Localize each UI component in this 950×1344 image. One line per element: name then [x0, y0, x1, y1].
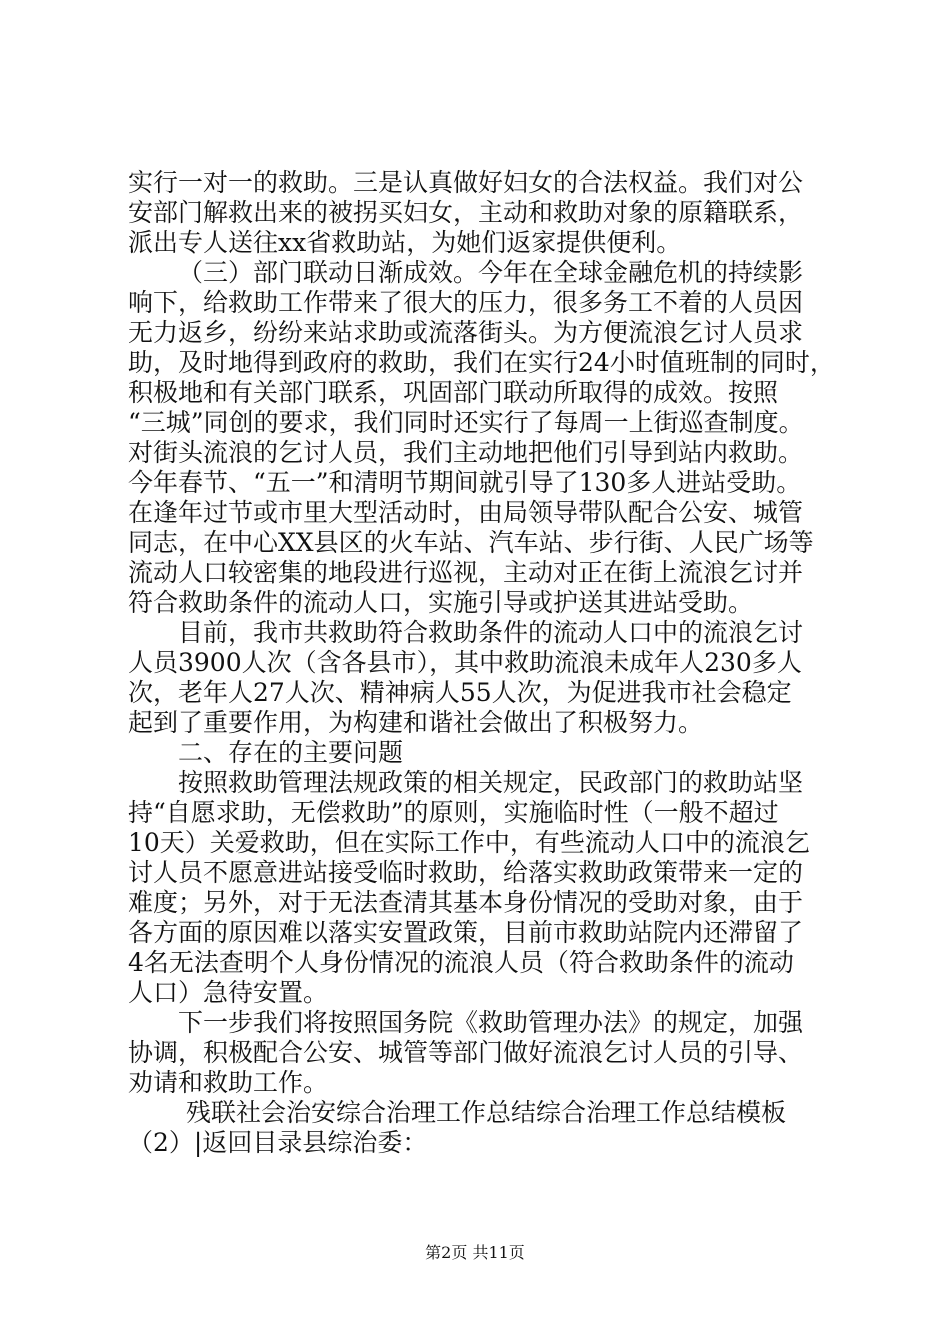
body-line: 次，老年人27人次、精神病人55人次，为促进我市社会稳定: [128, 678, 792, 707]
body-line: 劝请和救助工作。: [128, 1068, 329, 1097]
section-heading-3: （三）部门联动日渐成效。今年在全球金融危机的持续影: [178, 258, 804, 287]
body-line: 流动人口较密集的地段进行巡视，主动对正在街上流浪乞讨并: [128, 558, 804, 587]
body-line: 协调，积极配合公安、城管等部门做好流浪乞讨人员的引导、: [128, 1038, 804, 1067]
body-line: 实行一对一的救助。三是认真做好妇女的合法权益。我们对公: [128, 168, 804, 197]
body-line: 派出专人送往xx省救助站，为她们返家提供便利。: [128, 228, 682, 257]
body-line: 安部门解救出来的被拐买妇女，主动和救助对象的原籍联系，: [128, 198, 804, 227]
next-article-title: 残联社会治安综合治理工作总结综合治理工作总结模板: [186, 1098, 787, 1127]
body-line: 助，及时地得到政府的救助，我们在实行24小时值班制的同时，: [128, 348, 835, 377]
section-heading-problems: 二、存在的主要问题: [178, 738, 404, 767]
document-body: [128, 168, 835, 1158]
body-line: 10天）关爱救助，但在实际工作中，有些流动人口中的流浪乞: [128, 828, 810, 857]
body-line: 各方面的原因难以落实安置政策，目前市救助站院内还滞留了: [128, 918, 804, 947]
body-line: “三城”同创的要求，我们同时还实行了每周一上街巡查制度。: [128, 408, 804, 437]
paragraph-start: 目前，我市共救助符合救助条件的流动人口中的流浪乞讨: [178, 618, 804, 647]
page-number-footer: 第2页 共11页: [425, 1243, 525, 1262]
next-article-title-cont: （2）|返回目录县综治委：: [128, 1128, 428, 1157]
body-line: 响下，给救助工作带来了很大的压力，很多务工不着的人员因: [128, 288, 804, 317]
body-line: 讨人员不愿意进站接受临时救助，给落实救助政策带来一定的: [128, 858, 804, 887]
body-line: 起到了重要作用，为构建和谐社会做出了积极努力。: [128, 708, 704, 737]
body-line: 无力返乡，纷纷来站求助或流落街头。为方便流浪乞讨人员求: [128, 318, 804, 347]
paragraph-start: 按照救助管理法规政策的相关规定，民政部门的救助站坚: [178, 768, 804, 797]
body-line: 人员3900人次（含各县市），其中救助流浪未成年人230多人: [128, 648, 802, 677]
body-line: 人口）急待安置。: [128, 978, 329, 1007]
body-line: 持“自愿求助，无偿救助”的原则，实施临时性（一般不超过: [128, 798, 779, 827]
body-line: 4名无法查明个人身份情况的流浪人员（符合救助条件的流动: [128, 948, 794, 977]
body-line: 难度；另外，对于无法查清其基本身份情况的受助对象，由于: [128, 888, 804, 917]
body-line: 同志，在中心XX县区的火车站、汽车站、步行街、人民广场等: [128, 528, 814, 557]
body-line: 积极地和有关部门联系，巩固部门联动所取得的成效。按照: [128, 378, 779, 407]
body-line: 符合救助条件的流动人口，实施引导或护送其进站受助。: [128, 588, 754, 617]
body-line: 今年春节、“五一”和清明节期间就引导了130多人进站受助。: [128, 468, 802, 497]
paragraph-start: 下一步我们将按照国务院《救助管理办法》的规定，加强: [178, 1008, 804, 1037]
body-line: 在逢年过节或市里大型活动时，由局领导带队配合公安、城管: [128, 498, 804, 527]
body-line: 对街头流浪的乞讨人员，我们主动地把他们引导到站内救助。: [128, 438, 804, 467]
